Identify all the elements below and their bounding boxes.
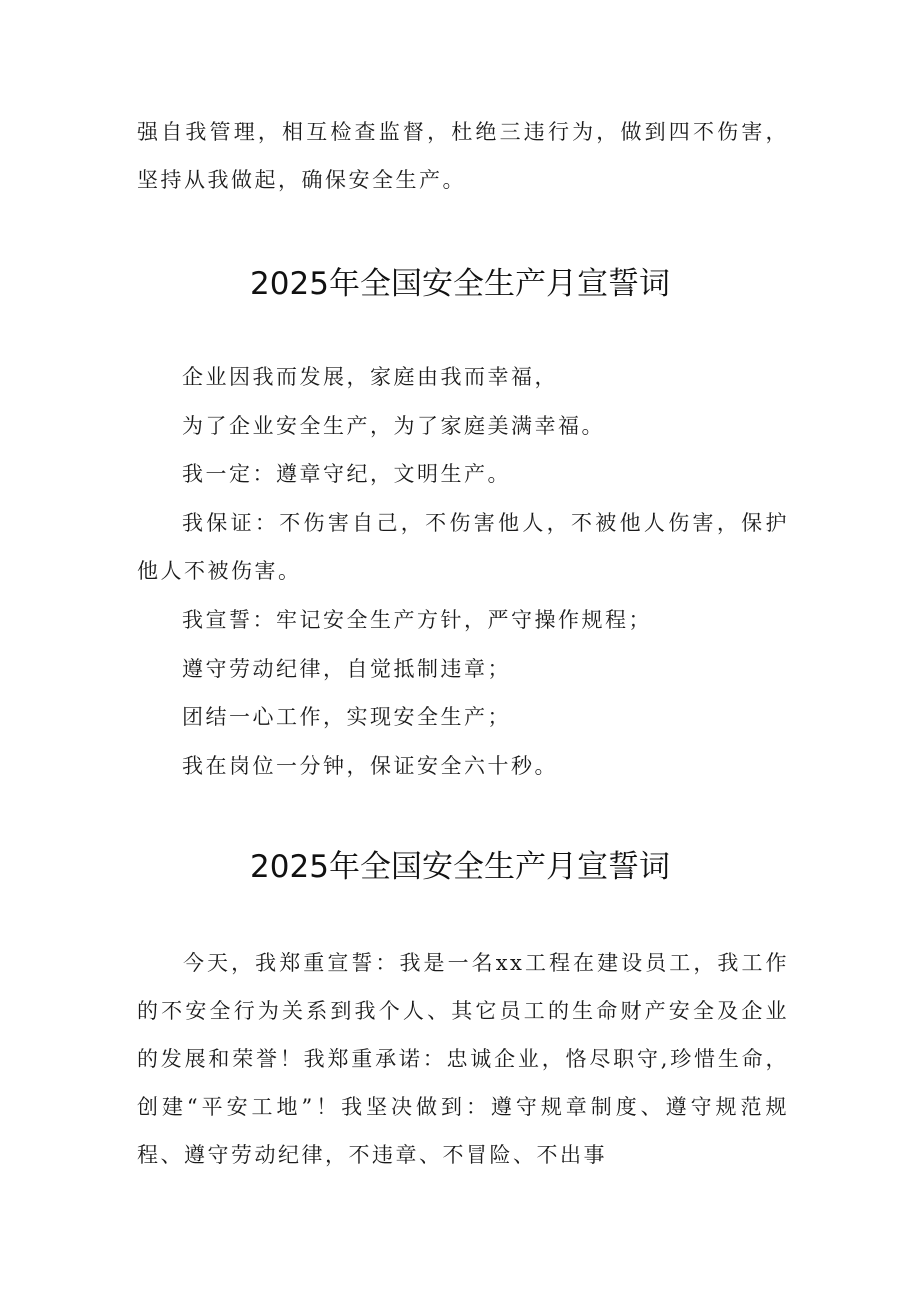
section-1-line: 为了企业安全生产，为了家庭美满幸福。 xyxy=(182,414,605,438)
section-1-title: 2025年全国安全生产月宣誓词 xyxy=(250,266,670,302)
section-1-line: 遵守劳动纪律，自觉抵制违章； xyxy=(182,657,511,681)
section-1-line: 团结一心工作，实现安全生产； xyxy=(182,705,511,729)
section-1-line: 我一定：遵章守纪，文明生产。 xyxy=(182,462,511,486)
section-1-line: 我宣誓：牢记安全生产方针，严守操作规程； xyxy=(182,608,652,632)
section-2-title: 2025年全国安全生产月宣誓词 xyxy=(250,849,670,885)
section-1-line: 我在岗位一分钟，保证安全六十秒。 xyxy=(182,754,558,778)
section-1-line: 企业因我而发展，家庭由我而幸福， xyxy=(182,365,558,389)
section-1-pledge-paragraph: 我保证：不伤害自己，不伤害他人，不被他人伤害，保护他人不被伤害。 xyxy=(137,511,789,583)
section-2-paragraph: 今天，我郑重宣誓：我是一名xx工程在建设员工，我工作的不安全行为关系到我个人、其它员工的生命财产安全及企业的发展和荣誉！我郑重承诺：忠诚企业，恪尽职守,珍惜生命，创建“平安工地”！我坚决做到：遵守规章制度、遵守规范规程、遵守劳动纪律，不违章、不冒险、不出事 xyxy=(137,951,789,1167)
intro-paragraph: 强自我管理，相互检查监督，杜绝三违行为，做到四不伤害，坚持从我做起，确保安全生产。 xyxy=(137,120,789,192)
